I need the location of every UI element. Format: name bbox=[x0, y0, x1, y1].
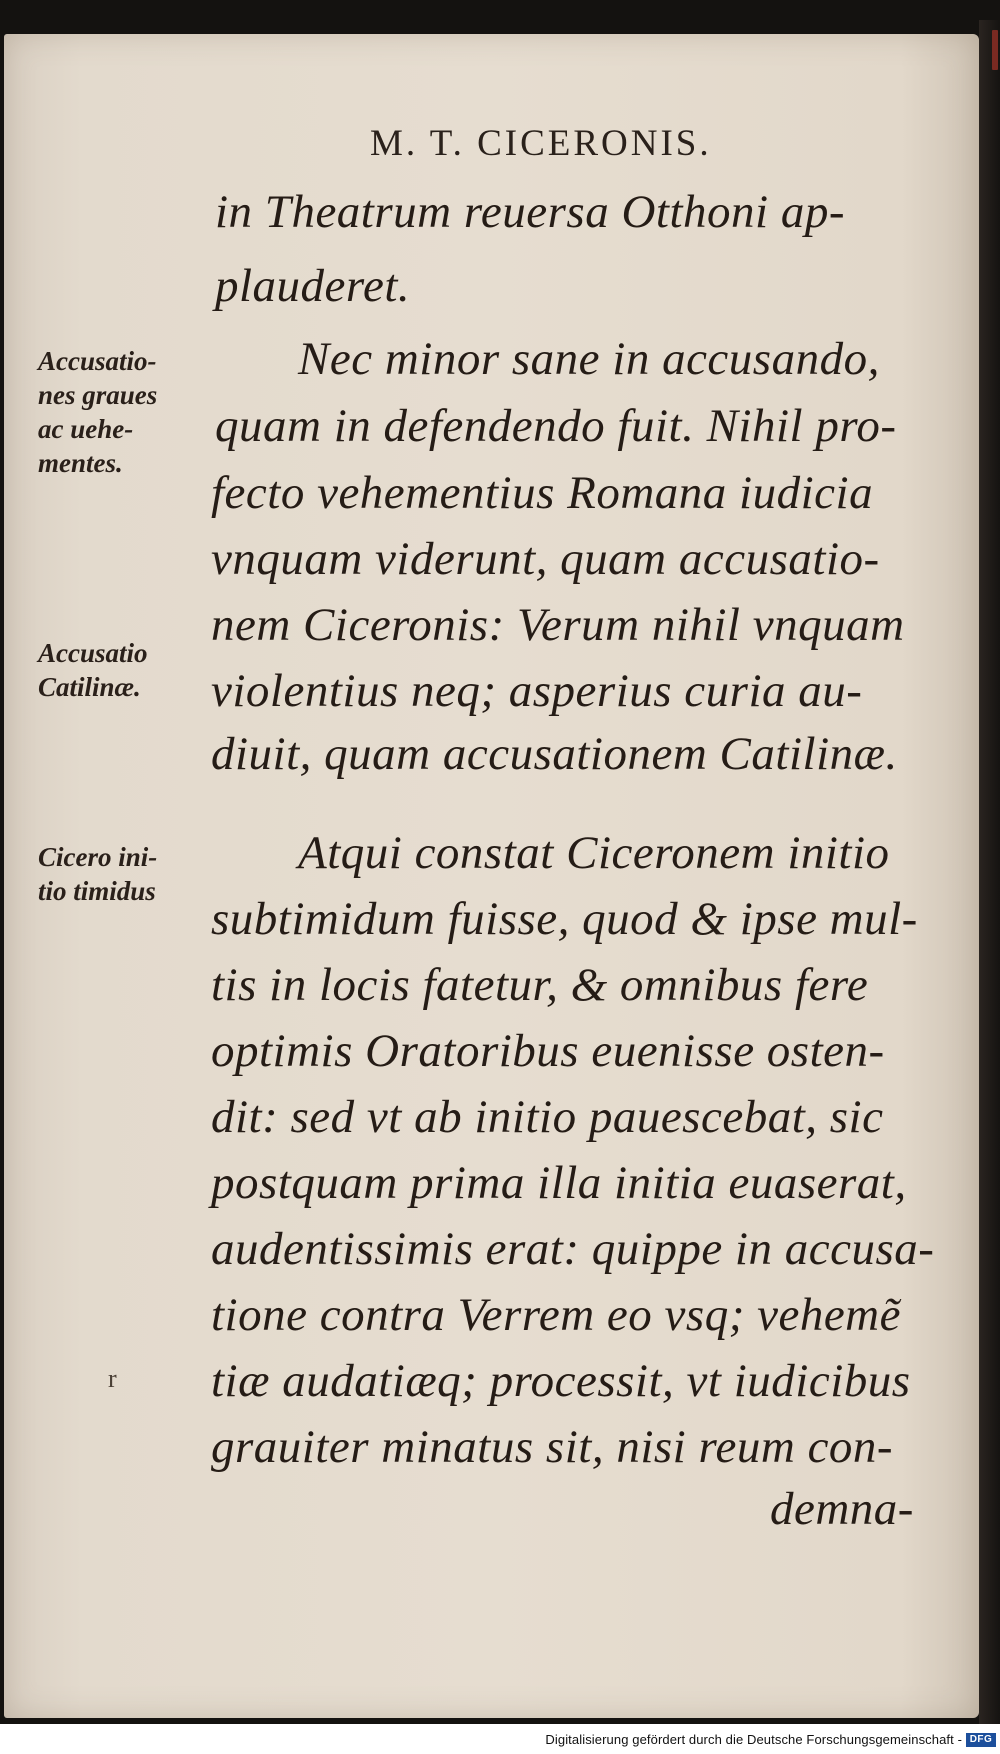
text-line: diuit, quam accusationem Catilinæ. bbox=[211, 728, 898, 780]
text-line: postquam prima illa initia euaserat, bbox=[211, 1157, 907, 1209]
running-head: M. T. CICERONIS. bbox=[370, 123, 712, 164]
catchword: demna- bbox=[770, 1483, 914, 1535]
marginal-note bbox=[38, 636, 148, 704]
marginal-note bbox=[38, 840, 157, 908]
dfg-logo: DFG bbox=[966, 1733, 996, 1747]
text-line: audentissimis erat: quippe in accusa- bbox=[211, 1223, 935, 1275]
marginal-note-line: Accusatio- bbox=[38, 346, 157, 376]
marginal-note-line: Catilinæ. bbox=[38, 672, 141, 702]
text-line: tione contra Verrem eo vsq; vehemẽ bbox=[211, 1289, 901, 1341]
text-line: quam in defendendo fuit. Nihil pro- bbox=[215, 400, 897, 452]
text-line: nem Ciceronis: Verum nihil vnquam bbox=[211, 599, 905, 651]
marginal-note-line: Accusatio bbox=[38, 638, 148, 668]
text-line: in Theatrum reuersa Otthoni ap- bbox=[215, 186, 845, 238]
text-line: violentius neq; asperius curia au- bbox=[211, 665, 863, 717]
text-line: dit: sed vt ab initio pauescebat, sic bbox=[211, 1091, 884, 1143]
text-line: tiæ audatiæq; processit, vt iudicibus bbox=[211, 1355, 911, 1407]
footer-credit: Digitalisierung gefördert durch die Deutsche Forschungsgemeinschaft - bbox=[545, 1732, 962, 1747]
text-line: grauiter minatus sit, nisi reum con- bbox=[211, 1421, 894, 1473]
text-line: vnquam viderunt, quam accusatio- bbox=[211, 533, 880, 585]
text-line: Nec minor sane in accusando, bbox=[298, 333, 880, 385]
footer-bar bbox=[0, 1724, 1000, 1754]
text-line: fecto vehementius Romana iudicia bbox=[211, 467, 874, 519]
text-line: tis in locis fatetur, & omnibus fere bbox=[211, 959, 869, 1011]
marginal-note-line: Cicero ini- bbox=[38, 842, 158, 872]
marginal-note bbox=[38, 344, 157, 480]
marginal-note-line: tio timidus bbox=[38, 876, 156, 906]
text-line: optimis Oratoribus euenisse osten- bbox=[211, 1025, 885, 1077]
marginal-note-line: ac uehe- bbox=[38, 414, 134, 444]
text-line: Atqui constat Ciceronem initio bbox=[298, 827, 890, 879]
text-line: plauderet. bbox=[215, 260, 411, 312]
text-line: subtimidum fuisse, quod & ipse mul- bbox=[211, 893, 918, 945]
marginal-note-line: nes graues bbox=[38, 380, 158, 410]
stray-mark: r bbox=[108, 1364, 117, 1393]
marginal-note-line: mentes. bbox=[38, 448, 123, 478]
